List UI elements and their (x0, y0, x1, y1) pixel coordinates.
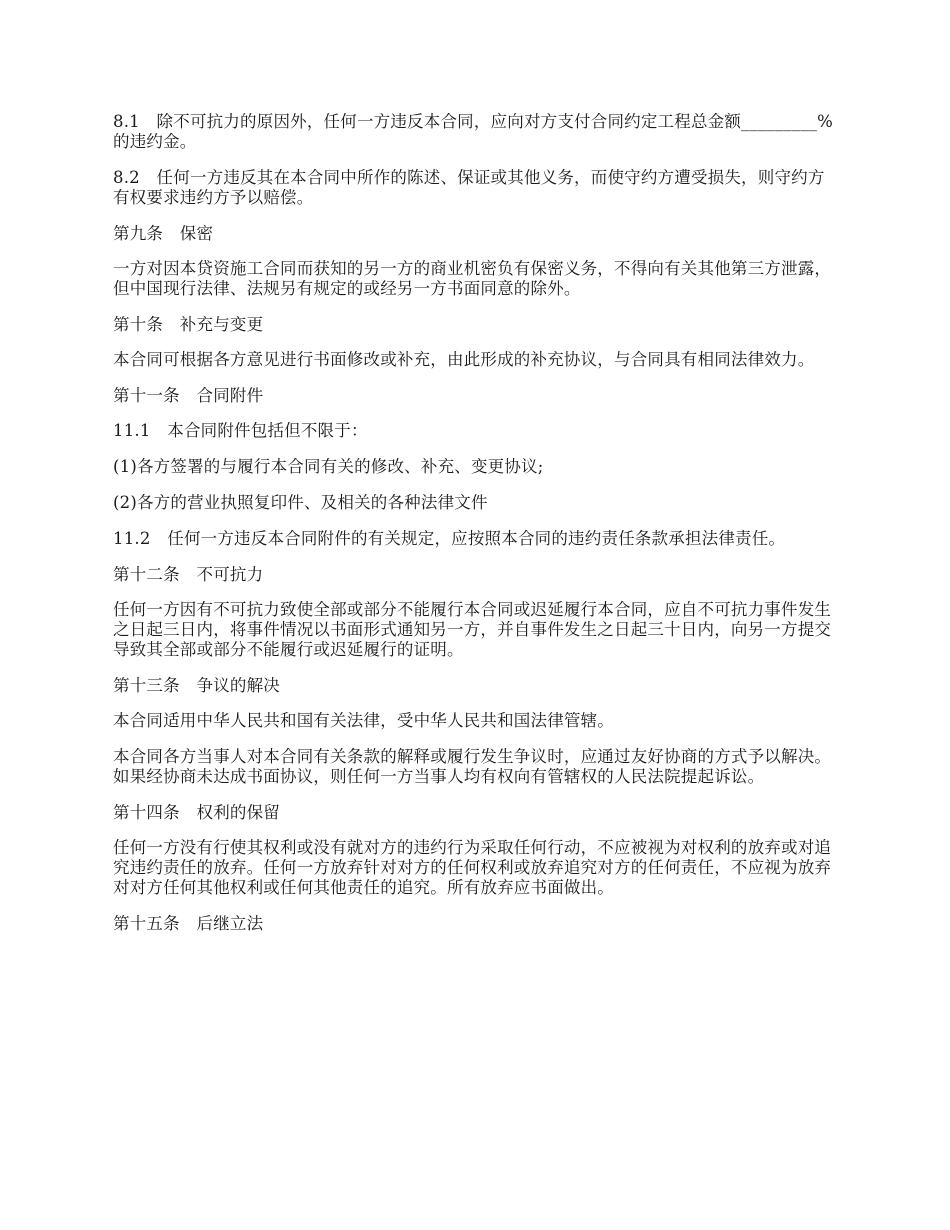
article-15-heading: 第十五条 后继立法 (113, 914, 264, 933)
article-14-heading: 第十四条 权利的保留 (113, 803, 280, 822)
clause-11-1-item-1: (1)各方签署的与履行本合同有关的修改、补充、变更协议; (113, 457, 544, 476)
clause-11-2: 11.2 任何一方违反本合同附件的有关规定，应按照本合同的违约责任条款承担法律责任。 (113, 529, 786, 548)
article-10-body: 本合同可根据各方意见进行书面修改或补充，由此形成的补充协议，与合同具有相同法律效力。 (113, 350, 815, 369)
clause-8-2: 8.2 任何一方违反其在本合同中所作的陈述、保证或其他义务，而使守约方遭受损失，则守约方有权要求违约方予以赔偿。 (113, 168, 825, 207)
article-10-heading: 第十条 补充与变更 (113, 315, 264, 334)
clause-8-1: 8.1 除不可抗力的原因外，任何一方违反本合同，应向对方支付合同约定工程总金额_________%的违约金。 (113, 112, 833, 151)
article-13-heading: 第十三条 争议的解决 (113, 676, 280, 695)
article-12-heading: 第十二条 不可抗力 (113, 565, 264, 584)
clause-11-1: 11.1 本合同附件包括但不限于： (113, 421, 368, 440)
article-13-body-1: 本合同适用中华人民共和国有关法律，受中华人民共和国法律管辖。 (113, 711, 614, 730)
article-14-body: 任何一方没有行使其权利或没有就对方的违约行为采取任何行动，不应被视为对权利的放弃或对追究违约责任的放弃。任何一方放弃针对对方的任何权利或放弃追究对方的任何责任，不应视为放弃对对方任何其他权利或任何其他责任的追究。所有放弃应书面做出。 (113, 838, 832, 897)
article-9-body: 一方对因本贷资施工合同而获知的另一方的商业机密负有保密义务，不得向有关其他第三方泄露，但中国现行法律、法规另有规定的或经另一方书面同意的除外。 (113, 259, 832, 298)
article-9-heading: 第九条 保密 (113, 224, 214, 243)
clause-11-1-item-2: (2)各方的营业执照复印件、及相关的各种法律文件 (113, 493, 488, 512)
article-13-body-2: 本合同各方当事人对本合同有关条款的解释或履行发生争议时，应通过友好协商的方式予以解决。如果经协商未达成书面协议，则任何一方当事人均有权向有管辖权的人民法院提起诉讼。 (113, 747, 832, 786)
article-11-heading: 第十一条 合同附件 (113, 386, 264, 405)
article-12-body: 任何一方因有不可抗力致使全部或部分不能履行本合同或迟延履行本合同，应自不可抗力事件发生之日起三日内，将事件情况以书面形式通知另一方，并自事件发生之日起三十日内，向另一方提交导致其全部或部分不能履行或迟延履行的证明。 (113, 600, 832, 659)
document-page (113, 112, 840, 949)
